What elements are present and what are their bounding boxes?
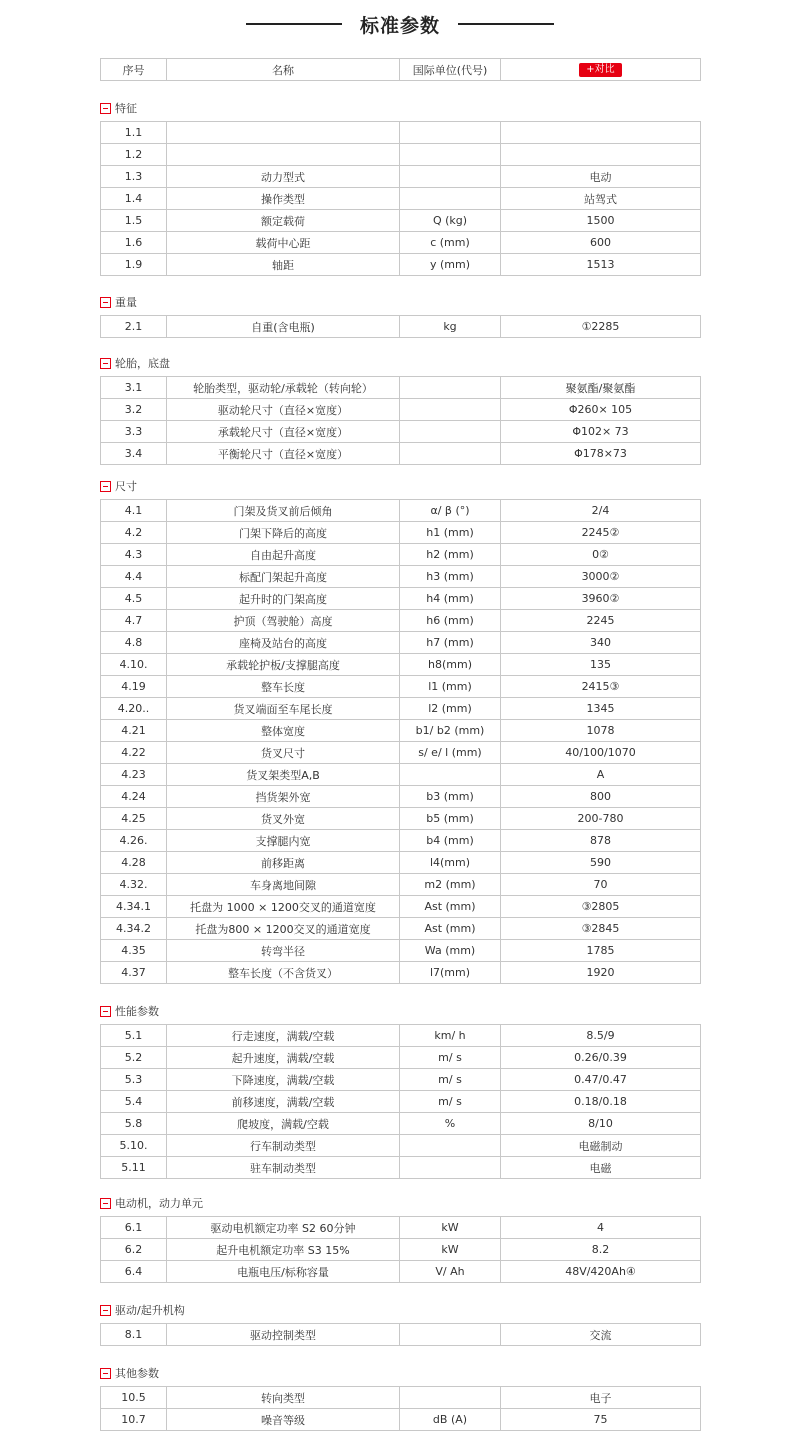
row-value: 1920: [501, 962, 701, 984]
row-unit: Ast (mm): [400, 896, 501, 918]
table-row: [101, 421, 701, 443]
row-name: 操作类型: [167, 188, 400, 210]
row-value: 75: [501, 1409, 701, 1431]
row-name: 座椅及站台的高度: [167, 632, 400, 654]
row-value: 电子: [501, 1387, 701, 1409]
row-name: 整车长度（不含货叉）: [167, 962, 400, 984]
row-name: 整体宽度: [167, 720, 400, 742]
spec-table: [100, 1323, 701, 1346]
row-value: 3960②: [501, 588, 701, 610]
table-row: [101, 232, 701, 254]
row-unit: kW: [400, 1239, 501, 1261]
row-unit: kg: [400, 316, 501, 338]
row-name: 挡货架外宽: [167, 786, 400, 808]
collapse-icon[interactable]: [100, 297, 111, 308]
row-value: 878: [501, 830, 701, 852]
row-unit: α/ β (°): [400, 500, 501, 522]
row-index: 3.1: [101, 377, 167, 399]
row-index: 4.5: [101, 588, 167, 610]
row-index: 4.34.1: [101, 896, 167, 918]
table-row: [101, 166, 701, 188]
row-value: Φ260× 105: [501, 399, 701, 421]
row-unit: m/ s: [400, 1091, 501, 1113]
row-index: 5.8: [101, 1113, 167, 1135]
row-unit: l2 (mm): [400, 698, 501, 720]
row-value: 2415③: [501, 676, 701, 698]
section-title: 驱动/起升机构: [115, 1304, 185, 1317]
row-unit: h8(mm): [400, 654, 501, 676]
table-row: [101, 874, 701, 896]
table-row: [101, 764, 701, 786]
title-line-left: [246, 23, 342, 25]
row-name: 前移速度，满载/空载: [167, 1091, 400, 1113]
row-unit: [400, 1157, 501, 1179]
row-value: 590: [501, 852, 701, 874]
section-heading: [100, 355, 170, 371]
row-index: 3.4: [101, 443, 167, 465]
row-value: 2/4: [501, 500, 701, 522]
row-value: [501, 122, 701, 144]
header-index: 序号: [101, 59, 167, 81]
row-name: 承载轮护板/支撑腿高度: [167, 654, 400, 676]
row-index: 1.3: [101, 166, 167, 188]
row-name: [167, 122, 400, 144]
row-value: ①2285: [501, 316, 701, 338]
spec-table: [100, 1024, 701, 1179]
collapse-icon[interactable]: [100, 1006, 111, 1017]
row-name: 行走速度，满载/空载: [167, 1025, 400, 1047]
row-name: 自由起升高度: [167, 544, 400, 566]
table-row: [101, 830, 701, 852]
row-index: 8.1: [101, 1324, 167, 1346]
table-row: [101, 852, 701, 874]
row-name: 护顶（驾驶舱）高度: [167, 610, 400, 632]
row-value: 340: [501, 632, 701, 654]
row-value: 0.18/0.18: [501, 1091, 701, 1113]
row-name: 载荷中心距: [167, 232, 400, 254]
row-name: [167, 144, 400, 166]
row-value: 200-780: [501, 808, 701, 830]
table-row: [101, 122, 701, 144]
row-unit: [400, 377, 501, 399]
row-name: 自重(含电瓶): [167, 316, 400, 338]
compare-button[interactable]: +对比: [579, 63, 621, 77]
row-name: 标配门架起升高度: [167, 566, 400, 588]
row-name: 起升速度，满载/空载: [167, 1047, 400, 1069]
header-table: [100, 58, 701, 81]
row-index: 4.19: [101, 676, 167, 698]
section-title: 性能参数: [115, 1005, 159, 1018]
collapse-icon[interactable]: [100, 1368, 111, 1379]
row-index: 4.25: [101, 808, 167, 830]
row-value: Φ178×73: [501, 443, 701, 465]
row-name: 门架下降后的高度: [167, 522, 400, 544]
row-unit: h2 (mm): [400, 544, 501, 566]
page-title: 标准参数: [359, 14, 440, 37]
row-name: 门架及货叉前后倾角: [167, 500, 400, 522]
row-index: 4.24: [101, 786, 167, 808]
spec-table: [100, 1216, 701, 1283]
row-name: 转弯半径: [167, 940, 400, 962]
row-unit: kW: [400, 1217, 501, 1239]
row-name: 驱动电机额定功率 S2 60分钟: [167, 1217, 400, 1239]
row-unit: [400, 1387, 501, 1409]
row-index: 5.1: [101, 1025, 167, 1047]
row-unit: h6 (mm): [400, 610, 501, 632]
row-unit: km/ h: [400, 1025, 501, 1047]
row-unit: Ast (mm): [400, 918, 501, 940]
table-row: [101, 544, 701, 566]
row-unit: m/ s: [400, 1047, 501, 1069]
row-index: 4.3: [101, 544, 167, 566]
row-index: 4.4: [101, 566, 167, 588]
row-value: 8.2: [501, 1239, 701, 1261]
table-row: [101, 610, 701, 632]
table-row: [101, 654, 701, 676]
row-value: 1345: [501, 698, 701, 720]
row-value: [501, 144, 701, 166]
row-index: 4.35: [101, 940, 167, 962]
header-row: [101, 59, 701, 81]
table-row: [101, 1157, 701, 1179]
row-value: 135: [501, 654, 701, 676]
table-row: [101, 399, 701, 421]
row-value: 1513: [501, 254, 701, 276]
row-unit: [400, 166, 501, 188]
row-value: 3000②: [501, 566, 701, 588]
section-title: 尺寸: [115, 480, 137, 493]
row-unit: [400, 421, 501, 443]
section-title: 特征: [115, 102, 137, 115]
row-unit: h3 (mm): [400, 566, 501, 588]
row-unit: b4 (mm): [400, 830, 501, 852]
table-row: [101, 1239, 701, 1261]
collapse-icon[interactable]: [100, 103, 111, 114]
row-index: 1.4: [101, 188, 167, 210]
row-index: 2.1: [101, 316, 167, 338]
row-value: ③2805: [501, 896, 701, 918]
row-name: 轮胎类型，驱动轮/承载轮（转向轮）: [167, 377, 400, 399]
row-value: ③2845: [501, 918, 701, 940]
row-index: 6.1: [101, 1217, 167, 1239]
row-unit: Q (kg): [400, 210, 501, 232]
row-index: 1.1: [101, 122, 167, 144]
row-unit: [400, 144, 501, 166]
title-bar: [0, 8, 800, 40]
row-index: 3.2: [101, 399, 167, 421]
row-index: 5.10.: [101, 1135, 167, 1157]
row-index: 4.26.: [101, 830, 167, 852]
row-index: 4.32.: [101, 874, 167, 896]
row-name: 承载轮尺寸（直径×宽度）: [167, 421, 400, 443]
row-value: A: [501, 764, 701, 786]
table-row: [101, 1047, 701, 1069]
section-title: 重量: [115, 296, 137, 309]
row-value: 2245②: [501, 522, 701, 544]
collapse-icon[interactable]: [100, 1305, 111, 1316]
table-row: [101, 188, 701, 210]
row-name: 平衡轮尺寸（直径×宽度）: [167, 443, 400, 465]
collapse-icon[interactable]: [100, 358, 111, 369]
section-title: 轮胎，底盘: [115, 357, 170, 370]
row-name: 下降速度，满载/空载: [167, 1069, 400, 1091]
row-unit: c (mm): [400, 232, 501, 254]
table-row: [101, 1217, 701, 1239]
row-unit: [400, 399, 501, 421]
table-row: [101, 742, 701, 764]
row-name: 驱动控制类型: [167, 1324, 400, 1346]
collapse-icon[interactable]: [100, 1198, 111, 1209]
section-heading: [100, 1195, 203, 1211]
row-unit: m2 (mm): [400, 874, 501, 896]
row-value: 0.47/0.47: [501, 1069, 701, 1091]
row-unit: [400, 443, 501, 465]
row-value: 70: [501, 874, 701, 896]
row-unit: h1 (mm): [400, 522, 501, 544]
row-name: 电瓶电压/标称容量: [167, 1261, 400, 1283]
row-unit: [400, 188, 501, 210]
row-value: 1785: [501, 940, 701, 962]
row-index: 5.3: [101, 1069, 167, 1091]
row-unit: b3 (mm): [400, 786, 501, 808]
row-index: 4.28: [101, 852, 167, 874]
table-row: [101, 786, 701, 808]
table-row: [101, 1261, 701, 1283]
section-heading: [100, 478, 137, 494]
row-index: 4.23: [101, 764, 167, 786]
table-row: [101, 808, 701, 830]
row-name: 爬坡度，满载/空载: [167, 1113, 400, 1135]
table-row: [101, 1069, 701, 1091]
row-index: 4.20..: [101, 698, 167, 720]
spec-table: [100, 499, 701, 984]
row-index: 3.3: [101, 421, 167, 443]
table-row: [101, 210, 701, 232]
row-unit: V/ Ah: [400, 1261, 501, 1283]
row-value: 0.26/0.39: [501, 1047, 701, 1069]
section-heading: [100, 1302, 185, 1318]
row-name: 货叉端面至车尾长度: [167, 698, 400, 720]
row-unit: m/ s: [400, 1069, 501, 1091]
row-value: 电磁制动: [501, 1135, 701, 1157]
row-unit: [400, 1135, 501, 1157]
row-index: 4.7: [101, 610, 167, 632]
row-unit: Wa (mm): [400, 940, 501, 962]
row-value: 电动: [501, 166, 701, 188]
row-index: 4.22: [101, 742, 167, 764]
row-unit: dB (A): [400, 1409, 501, 1431]
row-unit: [400, 764, 501, 786]
collapse-icon[interactable]: [100, 481, 111, 492]
table-row: [101, 1324, 701, 1346]
row-index: 4.2: [101, 522, 167, 544]
row-name: 轴距: [167, 254, 400, 276]
row-unit: [400, 1324, 501, 1346]
row-index: 1.5: [101, 210, 167, 232]
row-name: 驱动轮尺寸（直径×宽度）: [167, 399, 400, 421]
row-value: 电磁: [501, 1157, 701, 1179]
row-index: 10.5: [101, 1387, 167, 1409]
header-name: 名称: [167, 59, 400, 81]
section-heading: [100, 1365, 159, 1381]
table-row: [101, 144, 701, 166]
header-compare-cell: [501, 59, 701, 81]
row-name: 行车制动类型: [167, 1135, 400, 1157]
section-heading: [100, 1003, 159, 1019]
table-row: [101, 720, 701, 742]
row-value: 站驾式: [501, 188, 701, 210]
row-value: 交流: [501, 1324, 701, 1346]
table-row: [101, 1025, 701, 1047]
row-index: 1.6: [101, 232, 167, 254]
row-name: 噪音等级: [167, 1409, 400, 1431]
row-value: Φ102× 73: [501, 421, 701, 443]
table-row: [101, 918, 701, 940]
row-unit: s/ e/ l (mm): [400, 742, 501, 764]
table-row: [101, 254, 701, 276]
row-index: 1.9: [101, 254, 167, 276]
row-value: 聚氨酯/聚氨酯: [501, 377, 701, 399]
row-index: 6.2: [101, 1239, 167, 1261]
row-index: 4.34.2: [101, 918, 167, 940]
row-value: 600: [501, 232, 701, 254]
row-name: 货叉尺寸: [167, 742, 400, 764]
row-index: 5.4: [101, 1091, 167, 1113]
table-row: [101, 940, 701, 962]
table-row: [101, 698, 701, 720]
row-unit: l4(mm): [400, 852, 501, 874]
row-name: 转向类型: [167, 1387, 400, 1409]
row-unit: l1 (mm): [400, 676, 501, 698]
row-index: 4.1: [101, 500, 167, 522]
row-value: 0②: [501, 544, 701, 566]
table-row: [101, 1409, 701, 1431]
table-row: [101, 588, 701, 610]
title-line-right: [458, 23, 554, 25]
header-unit: 国际单位(代号): [400, 59, 501, 81]
row-value: 1500: [501, 210, 701, 232]
row-name: 托盘为 1000 × 1200交叉的通道宽度: [167, 896, 400, 918]
table-row: [101, 896, 701, 918]
table-row: [101, 316, 701, 338]
table-row: [101, 566, 701, 588]
row-name: 整车长度: [167, 676, 400, 698]
row-name: 前移距离: [167, 852, 400, 874]
table-row: [101, 676, 701, 698]
row-value: 8/10: [501, 1113, 701, 1135]
row-name: 额定载荷: [167, 210, 400, 232]
table-row: [101, 1135, 701, 1157]
row-unit: [400, 122, 501, 144]
spec-table: [100, 376, 701, 465]
row-unit: b1/ b2 (mm): [400, 720, 501, 742]
row-index: 1.2: [101, 144, 167, 166]
row-value: 4: [501, 1217, 701, 1239]
table-row: [101, 522, 701, 544]
table-row: [101, 1113, 701, 1135]
spec-table: [100, 1386, 701, 1431]
row-value: 8.5/9: [501, 1025, 701, 1047]
table-row: [101, 1387, 701, 1409]
table-row: [101, 377, 701, 399]
row-unit: h4 (mm): [400, 588, 501, 610]
section-title: 其他参数: [115, 1367, 159, 1380]
row-unit: b5 (mm): [400, 808, 501, 830]
spec-table: [100, 121, 701, 276]
section-heading: [100, 294, 137, 310]
row-value: 40/100/1070: [501, 742, 701, 764]
table-row: [101, 632, 701, 654]
row-name: 货叉架类型A,B: [167, 764, 400, 786]
row-name: 起升时的门架高度: [167, 588, 400, 610]
spec-table: [100, 315, 701, 338]
row-name: 起升电机额定功率 S3 15%: [167, 1239, 400, 1261]
section-heading: [100, 100, 137, 116]
row-value: 1078: [501, 720, 701, 742]
row-index: 6.4: [101, 1261, 167, 1283]
row-name: 托盘为800 × 1200交叉的通道宽度: [167, 918, 400, 940]
row-index: 4.37: [101, 962, 167, 984]
section-title: 电动机，动力单元: [115, 1197, 203, 1210]
row-name: 货叉外宽: [167, 808, 400, 830]
row-index: 4.8: [101, 632, 167, 654]
row-unit: l7(mm): [400, 962, 501, 984]
table-row: [101, 443, 701, 465]
row-index: 10.7: [101, 1409, 167, 1431]
row-unit: y (mm): [400, 254, 501, 276]
row-value: 48V/420Ah④: [501, 1261, 701, 1283]
row-name: 驻车制动类型: [167, 1157, 400, 1179]
row-value: 800: [501, 786, 701, 808]
row-index: 5.2: [101, 1047, 167, 1069]
table-row: [101, 1091, 701, 1113]
table-row: [101, 500, 701, 522]
row-name: 支撑腿内宽: [167, 830, 400, 852]
row-index: 4.21: [101, 720, 167, 742]
row-unit: %: [400, 1113, 501, 1135]
row-name: 动力型式: [167, 166, 400, 188]
table-row: [101, 962, 701, 984]
row-index: 5.11: [101, 1157, 167, 1179]
row-name: 车身离地间隙: [167, 874, 400, 896]
row-index: 4.10.: [101, 654, 167, 676]
row-unit: h7 (mm): [400, 632, 501, 654]
row-value: 2245: [501, 610, 701, 632]
